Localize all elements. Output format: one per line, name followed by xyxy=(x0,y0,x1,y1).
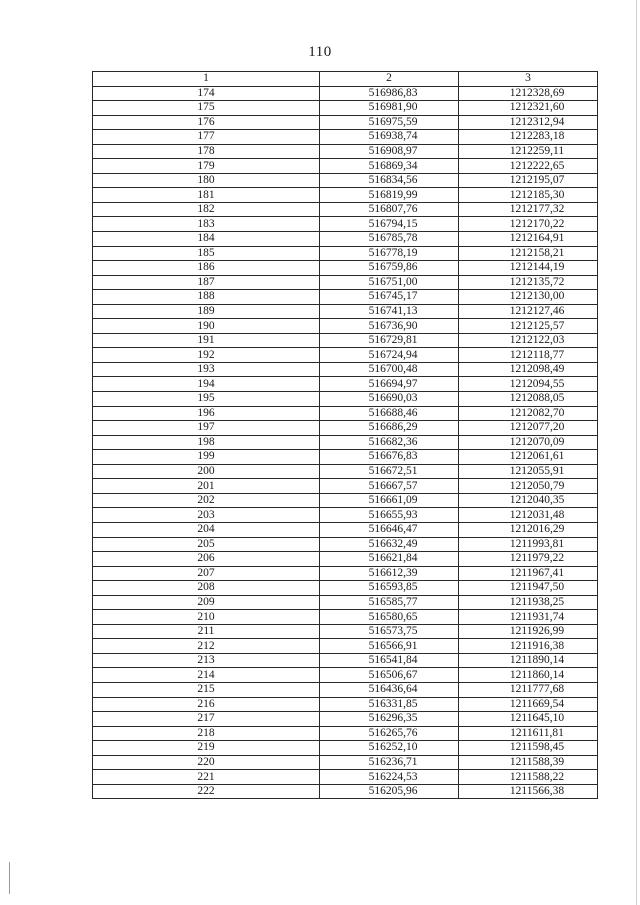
y-coordinate-cell: 1211947,50 xyxy=(459,581,598,596)
x-coordinate-cell: 516729,81 xyxy=(320,333,459,348)
y-coordinate-cell: 1211566,38 xyxy=(459,784,598,799)
y-coordinate-cell: 1212164,91 xyxy=(459,232,598,247)
point-number-cell: 177 xyxy=(93,130,320,145)
x-coordinate-cell: 516682,36 xyxy=(320,435,459,450)
point-number-cell: 174 xyxy=(93,86,320,101)
y-coordinate-cell: 1212118,77 xyxy=(459,348,598,363)
table-row xyxy=(93,130,598,145)
table-row xyxy=(93,348,598,363)
point-number-cell: 210 xyxy=(93,610,320,625)
point-number-cell: 221 xyxy=(93,770,320,785)
point-number-cell: 176 xyxy=(93,115,320,130)
table-row xyxy=(93,770,598,785)
table-row xyxy=(93,290,598,305)
y-coordinate-cell: 1211645,10 xyxy=(459,712,598,727)
y-coordinate-cell: 1211916,38 xyxy=(459,639,598,654)
table-row xyxy=(93,86,598,101)
y-coordinate-cell: 1212321,60 xyxy=(459,101,598,116)
point-number-cell: 200 xyxy=(93,464,320,479)
y-coordinate-cell: 1212158,21 xyxy=(459,246,598,261)
point-number-cell: 205 xyxy=(93,537,320,552)
x-coordinate-cell: 516694,97 xyxy=(320,377,459,392)
point-number-cell: 191 xyxy=(93,333,320,348)
page-number: 110 xyxy=(308,44,332,60)
x-coordinate-cell: 516580,65 xyxy=(320,610,459,625)
x-coordinate-cell: 516688,46 xyxy=(320,406,459,421)
y-coordinate-cell: 1212082,70 xyxy=(459,406,598,421)
table-row xyxy=(93,653,598,668)
x-coordinate-cell: 516819,99 xyxy=(320,188,459,203)
y-coordinate-cell: 1212125,57 xyxy=(459,319,598,334)
y-coordinate-cell: 1212040,35 xyxy=(459,493,598,508)
table-row xyxy=(93,159,598,174)
y-coordinate-cell: 1212312,94 xyxy=(459,115,598,130)
table-row xyxy=(93,362,598,377)
y-coordinate-cell: 1211938,25 xyxy=(459,595,598,610)
point-number-cell: 175 xyxy=(93,101,320,116)
y-coordinate-cell: 1212259,11 xyxy=(459,144,598,159)
x-coordinate-cell: 516741,13 xyxy=(320,304,459,319)
table-row xyxy=(93,392,598,407)
x-coordinate-cell: 516686,29 xyxy=(320,421,459,436)
table-row xyxy=(93,581,598,596)
y-coordinate-cell: 1211611,81 xyxy=(459,726,598,741)
x-coordinate-cell: 516745,17 xyxy=(320,290,459,305)
x-coordinate-cell: 516612,39 xyxy=(320,566,459,581)
table-row xyxy=(93,304,598,319)
point-number-cell: 195 xyxy=(93,392,320,407)
table-row xyxy=(93,188,598,203)
table-row xyxy=(93,493,598,508)
y-coordinate-cell: 1212283,18 xyxy=(459,130,598,145)
point-number-cell: 182 xyxy=(93,202,320,217)
table-row xyxy=(93,712,598,727)
x-coordinate-cell: 516632,49 xyxy=(320,537,459,552)
y-coordinate-cell: 1211931,74 xyxy=(459,610,598,625)
y-coordinate-cell: 1212195,07 xyxy=(459,173,598,188)
y-coordinate-cell: 1212122,03 xyxy=(459,333,598,348)
point-number-cell: 189 xyxy=(93,304,320,319)
point-number-cell: 184 xyxy=(93,232,320,247)
point-number-cell: 180 xyxy=(93,173,320,188)
table-row xyxy=(93,275,598,290)
y-coordinate-cell: 1212031,48 xyxy=(459,508,598,523)
x-coordinate-cell: 516834,56 xyxy=(320,173,459,188)
x-coordinate-cell: 516785,78 xyxy=(320,232,459,247)
table-row xyxy=(93,479,598,494)
table-row xyxy=(93,595,598,610)
table-row xyxy=(93,173,598,188)
x-coordinate-cell: 516661,09 xyxy=(320,493,459,508)
y-coordinate-cell: 1212177,32 xyxy=(459,202,598,217)
table-row xyxy=(93,246,598,261)
table-row xyxy=(93,726,598,741)
point-number-cell: 201 xyxy=(93,479,320,494)
point-number-cell: 216 xyxy=(93,697,320,712)
point-number-cell: 183 xyxy=(93,217,320,232)
table-row xyxy=(93,435,598,450)
x-coordinate-cell: 516436,64 xyxy=(320,682,459,697)
point-number-cell: 207 xyxy=(93,566,320,581)
table-row xyxy=(93,464,598,479)
point-number-cell: 185 xyxy=(93,246,320,261)
x-coordinate-cell: 516981,90 xyxy=(320,101,459,116)
table-row xyxy=(93,421,598,436)
point-number-cell: 199 xyxy=(93,450,320,465)
table-row xyxy=(93,217,598,232)
point-number-cell: 204 xyxy=(93,522,320,537)
point-number-cell: 187 xyxy=(93,275,320,290)
table-row xyxy=(93,232,598,247)
y-coordinate-cell: 1211598,45 xyxy=(459,741,598,756)
table-row xyxy=(93,755,598,770)
x-coordinate-cell: 516672,51 xyxy=(320,464,459,479)
x-coordinate-cell: 516676,83 xyxy=(320,450,459,465)
y-coordinate-cell: 1212144,19 xyxy=(459,261,598,276)
point-number-cell: 197 xyxy=(93,421,320,436)
y-coordinate-cell: 1211890,14 xyxy=(459,653,598,668)
point-number-cell: 219 xyxy=(93,741,320,756)
table-row xyxy=(93,261,598,276)
scan-margin-mark xyxy=(9,862,10,894)
point-number-cell: 181 xyxy=(93,188,320,203)
x-coordinate-cell: 516541,84 xyxy=(320,653,459,668)
x-coordinate-cell: 516585,77 xyxy=(320,595,459,610)
x-coordinate-cell: 516265,76 xyxy=(320,726,459,741)
x-coordinate-cell: 516331,85 xyxy=(320,697,459,712)
table-row xyxy=(93,450,598,465)
point-number-cell: 194 xyxy=(93,377,320,392)
y-coordinate-cell: 1212070,09 xyxy=(459,435,598,450)
y-coordinate-cell: 1211860,14 xyxy=(459,668,598,683)
y-coordinate-cell: 1212094,55 xyxy=(459,377,598,392)
table-row xyxy=(93,697,598,712)
x-coordinate-cell: 516751,00 xyxy=(320,275,459,290)
table-row xyxy=(93,115,598,130)
y-coordinate-cell: 1212135,72 xyxy=(459,275,598,290)
point-number-cell: 196 xyxy=(93,406,320,421)
column-header-1: 1 xyxy=(93,72,320,87)
y-coordinate-cell: 1212098,49 xyxy=(459,362,598,377)
y-coordinate-cell: 1212222,65 xyxy=(459,159,598,174)
y-coordinate-cell: 1212088,05 xyxy=(459,392,598,407)
y-coordinate-cell: 1212055,91 xyxy=(459,464,598,479)
point-number-cell: 213 xyxy=(93,653,320,668)
y-coordinate-cell: 1212127,46 xyxy=(459,304,598,319)
point-number-cell: 215 xyxy=(93,682,320,697)
table-row xyxy=(93,522,598,537)
scan-page-edge xyxy=(636,0,637,905)
x-coordinate-cell: 516205,96 xyxy=(320,784,459,799)
table-row xyxy=(93,682,598,697)
x-coordinate-cell: 516655,93 xyxy=(320,508,459,523)
y-coordinate-cell: 1212016,29 xyxy=(459,522,598,537)
x-coordinate-cell: 516236,71 xyxy=(320,755,459,770)
x-coordinate-cell: 516759,86 xyxy=(320,261,459,276)
table-row xyxy=(93,639,598,654)
y-coordinate-cell: 1212185,30 xyxy=(459,188,598,203)
y-coordinate-cell: 1211967,41 xyxy=(459,566,598,581)
point-number-cell: 198 xyxy=(93,435,320,450)
table-row xyxy=(93,333,598,348)
x-coordinate-cell: 516573,75 xyxy=(320,624,459,639)
table-row xyxy=(93,537,598,552)
x-coordinate-cell: 516224,53 xyxy=(320,770,459,785)
point-number-cell: 222 xyxy=(93,784,320,799)
point-number-cell: 206 xyxy=(93,552,320,567)
x-coordinate-cell: 516566,91 xyxy=(320,639,459,654)
y-coordinate-cell: 1211979,22 xyxy=(459,552,598,567)
point-number-cell: 220 xyxy=(93,755,320,770)
table-row xyxy=(93,566,598,581)
y-coordinate-cell: 1211588,22 xyxy=(459,770,598,785)
point-number-cell: 193 xyxy=(93,362,320,377)
table-row xyxy=(93,508,598,523)
y-coordinate-cell: 1211993,81 xyxy=(459,537,598,552)
x-coordinate-cell: 516252,10 xyxy=(320,741,459,756)
table-row xyxy=(93,406,598,421)
x-coordinate-cell: 516690,03 xyxy=(320,392,459,407)
x-coordinate-cell: 516908,97 xyxy=(320,144,459,159)
point-number-cell: 212 xyxy=(93,639,320,654)
y-coordinate-cell: 1212130,00 xyxy=(459,290,598,305)
table-body xyxy=(93,86,598,799)
x-coordinate-cell: 516986,83 xyxy=(320,86,459,101)
column-header-3: 3 xyxy=(459,72,598,87)
point-number-cell: 186 xyxy=(93,261,320,276)
x-coordinate-cell: 516296,35 xyxy=(320,712,459,727)
table-row xyxy=(93,610,598,625)
y-coordinate-cell: 1211926,99 xyxy=(459,624,598,639)
point-number-cell: 209 xyxy=(93,595,320,610)
point-number-cell: 178 xyxy=(93,144,320,159)
point-number-cell: 188 xyxy=(93,290,320,305)
x-coordinate-cell: 516794,15 xyxy=(320,217,459,232)
x-coordinate-cell: 516506,67 xyxy=(320,668,459,683)
y-coordinate-cell: 1211588,39 xyxy=(459,755,598,770)
table-row xyxy=(93,741,598,756)
point-number-cell: 208 xyxy=(93,581,320,596)
table-row xyxy=(93,668,598,683)
point-number-cell: 192 xyxy=(93,348,320,363)
x-coordinate-cell: 516700,48 xyxy=(320,362,459,377)
x-coordinate-cell: 516667,57 xyxy=(320,479,459,494)
table-row xyxy=(93,552,598,567)
y-coordinate-cell: 1212050,79 xyxy=(459,479,598,494)
column-header-2: 2 xyxy=(320,72,459,87)
y-coordinate-cell: 1211669,54 xyxy=(459,697,598,712)
x-coordinate-cell: 516593,85 xyxy=(320,581,459,596)
y-coordinate-cell: 1212061,61 xyxy=(459,450,598,465)
point-number-cell: 179 xyxy=(93,159,320,174)
x-coordinate-cell: 516807,76 xyxy=(320,202,459,217)
y-coordinate-cell: 1212328,69 xyxy=(459,86,598,101)
point-number-cell: 211 xyxy=(93,624,320,639)
table-row xyxy=(93,202,598,217)
table-row xyxy=(93,624,598,639)
x-coordinate-cell: 516938,74 xyxy=(320,130,459,145)
point-number-cell: 218 xyxy=(93,726,320,741)
y-coordinate-cell: 1212077,20 xyxy=(459,421,598,436)
x-coordinate-cell: 516736,90 xyxy=(320,319,459,334)
point-number-cell: 190 xyxy=(93,319,320,334)
table-row xyxy=(93,144,598,159)
x-coordinate-cell: 516621,84 xyxy=(320,552,459,567)
table-row xyxy=(93,101,598,116)
y-coordinate-cell: 1211777,68 xyxy=(459,682,598,697)
table-row xyxy=(93,319,598,334)
table-row xyxy=(93,784,598,799)
table-row xyxy=(93,377,598,392)
y-coordinate-cell: 1212170,22 xyxy=(459,217,598,232)
x-coordinate-cell: 516869,34 xyxy=(320,159,459,174)
point-number-cell: 214 xyxy=(93,668,320,683)
x-coordinate-cell: 516778,19 xyxy=(320,246,459,261)
x-coordinate-cell: 516724,94 xyxy=(320,348,459,363)
x-coordinate-cell: 516975,59 xyxy=(320,115,459,130)
point-number-cell: 202 xyxy=(93,493,320,508)
point-number-cell: 217 xyxy=(93,712,320,727)
table-header-row xyxy=(93,72,598,87)
point-number-cell: 203 xyxy=(93,508,320,523)
coordinates-table xyxy=(92,71,598,799)
x-coordinate-cell: 516646,47 xyxy=(320,522,459,537)
